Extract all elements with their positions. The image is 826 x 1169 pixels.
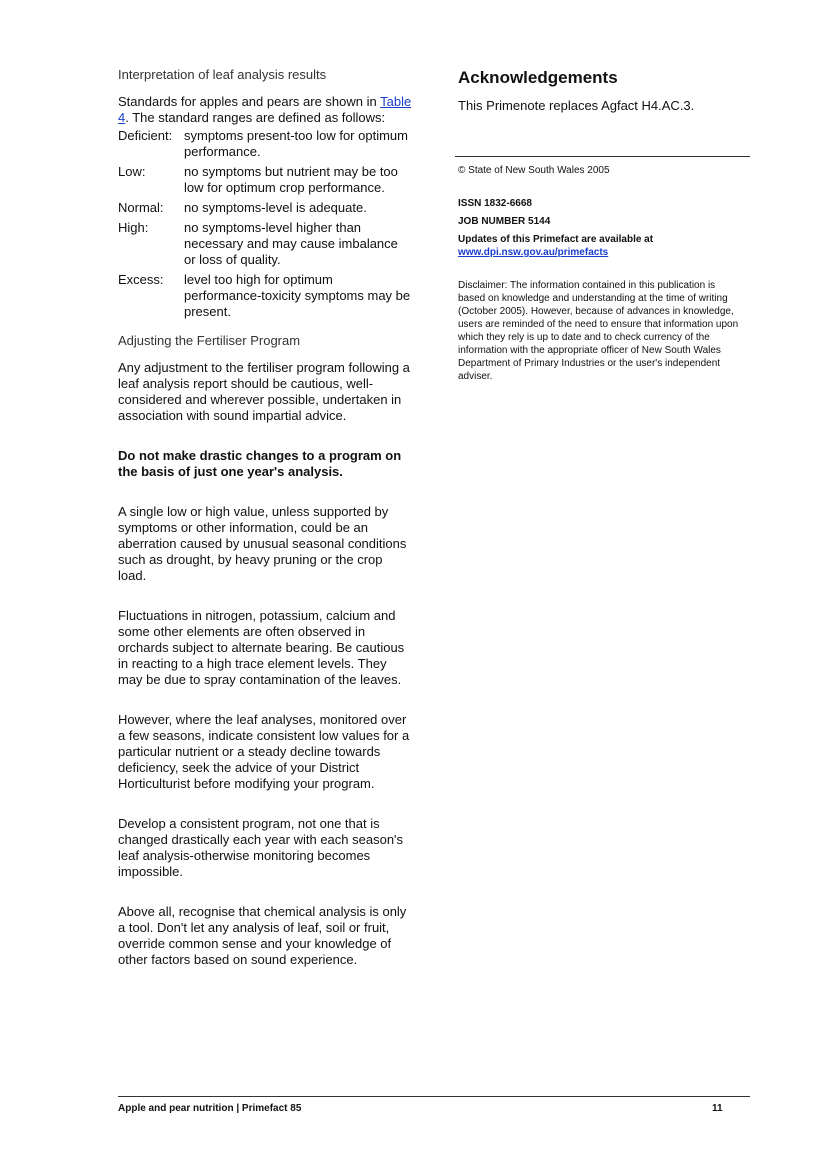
definition-row bbox=[118, 272, 413, 320]
acknowledgements-heading: Acknowledgements bbox=[458, 68, 618, 87]
paragraph-consistent-low: However, where the leaf analyses, monitored over a few seasons, indicate consistent low values for a particular nutrient or a steady decline towards deficiency, seek the advice of your District Horticulturist before modifying your program. bbox=[118, 712, 410, 791]
primefacts-link[interactable]: www.dpi.nsw.gov.au/primefacts bbox=[458, 247, 609, 258]
paragraph-above-all: Above all, recognise that chemical analysis is only a tool. Don't let any analysis of leaf, soil or fruit, override common sense and your knowledge of other factors based on sound experience. bbox=[118, 904, 407, 967]
intro-text-post: . The standard ranges are defined as follows: bbox=[125, 110, 386, 125]
paragraph-consistent-program: Develop a consistent program, not one that is changed drastically each year with each season's leaf analysis-otherwise monitoring becomes impossible. bbox=[118, 816, 404, 879]
acknowledgements-text: This Primenote replaces Agfact H4.AC.3. bbox=[458, 98, 695, 113]
definition-desc: no symptoms-level is adequate. bbox=[184, 200, 367, 215]
divider bbox=[455, 156, 750, 157]
disclaimer: Disclaimer: The information contained in this publication is based on knowledge and understanding at the time of writing (October 2005). However, because of advances in knowledge, users are reminded of the need to ensure that information upon which they rely is up to date and to check currency of the information with the appropriate officer of New South Wales Department of Primary Industries or the user's independent adviser. bbox=[458, 280, 739, 382]
footer-divider bbox=[118, 1096, 750, 1097]
publication-info bbox=[458, 164, 743, 383]
definition-row bbox=[118, 200, 413, 216]
definition-desc: no symptoms but nutrient may be too low for optimum crop performance. bbox=[184, 164, 398, 195]
intro-text-pre: Standards for apples and pears are shown in bbox=[118, 94, 381, 109]
definition-row bbox=[118, 220, 413, 268]
paragraph-adjustment: Any adjustment to the fertiliser program following a leaf analysis report should be cautious, well-considered and wherever possible, undertaken in association with sound impartial advice. bbox=[118, 360, 410, 423]
intro-paragraph bbox=[118, 94, 413, 126]
updates-text: Updates of this Primefact are available at bbox=[458, 234, 654, 245]
definition-list bbox=[118, 128, 413, 320]
section-heading-adjusting: Adjusting the Fertiliser Program bbox=[118, 333, 301, 348]
definition-desc: no symptoms-level higher than necessary and may cause imbalance or loss of quality. bbox=[184, 220, 398, 267]
definition-term: High: bbox=[118, 220, 149, 235]
left-column bbox=[118, 66, 413, 968]
definition-row bbox=[118, 128, 413, 160]
paragraph-single-value: A single low or high value, unless supported by symptoms or other information, could be an aberration caused by unusual seasonal conditions such as drought, by heavy pruning or the crop load. bbox=[118, 504, 407, 583]
issn: ISSN 1832-6668 bbox=[458, 198, 532, 209]
copyright-notice: © State of New South Wales 2005 bbox=[458, 165, 610, 176]
definition-term: Normal: bbox=[118, 200, 164, 215]
definition-term: Excess: bbox=[118, 272, 164, 287]
definition-term: Low: bbox=[118, 164, 146, 179]
right-column bbox=[458, 66, 750, 114]
section-heading-interpretation: Interpretation of leaf analysis results bbox=[118, 67, 327, 82]
page-number: 11 bbox=[712, 1103, 723, 1114]
paragraph-fluctuations: Fluctuations in nitrogen, potassium, calcium and some other elements are often observed in orchards subject to alternate bearing. Be cautious in reacting to a high trace element levels. They may be due to spray contamination of the leaves. bbox=[118, 608, 405, 687]
job-number: JOB NUMBER 5144 bbox=[458, 216, 551, 227]
definition-desc: level too high for optimum performance-toxicity symptoms may be present. bbox=[184, 272, 411, 319]
table-4-link[interactable]: Table 4 bbox=[118, 94, 412, 125]
paragraph-warning: Do not make drastic changes to a program on the basis of just one year's analysis. bbox=[118, 448, 402, 479]
definition-term: Deficient: bbox=[118, 128, 173, 143]
definition-row bbox=[118, 164, 413, 196]
definition-desc: symptoms present-too low for optimum performance. bbox=[184, 128, 408, 159]
footer-title: Apple and pear nutrition | Primefact 85 bbox=[118, 1103, 302, 1114]
